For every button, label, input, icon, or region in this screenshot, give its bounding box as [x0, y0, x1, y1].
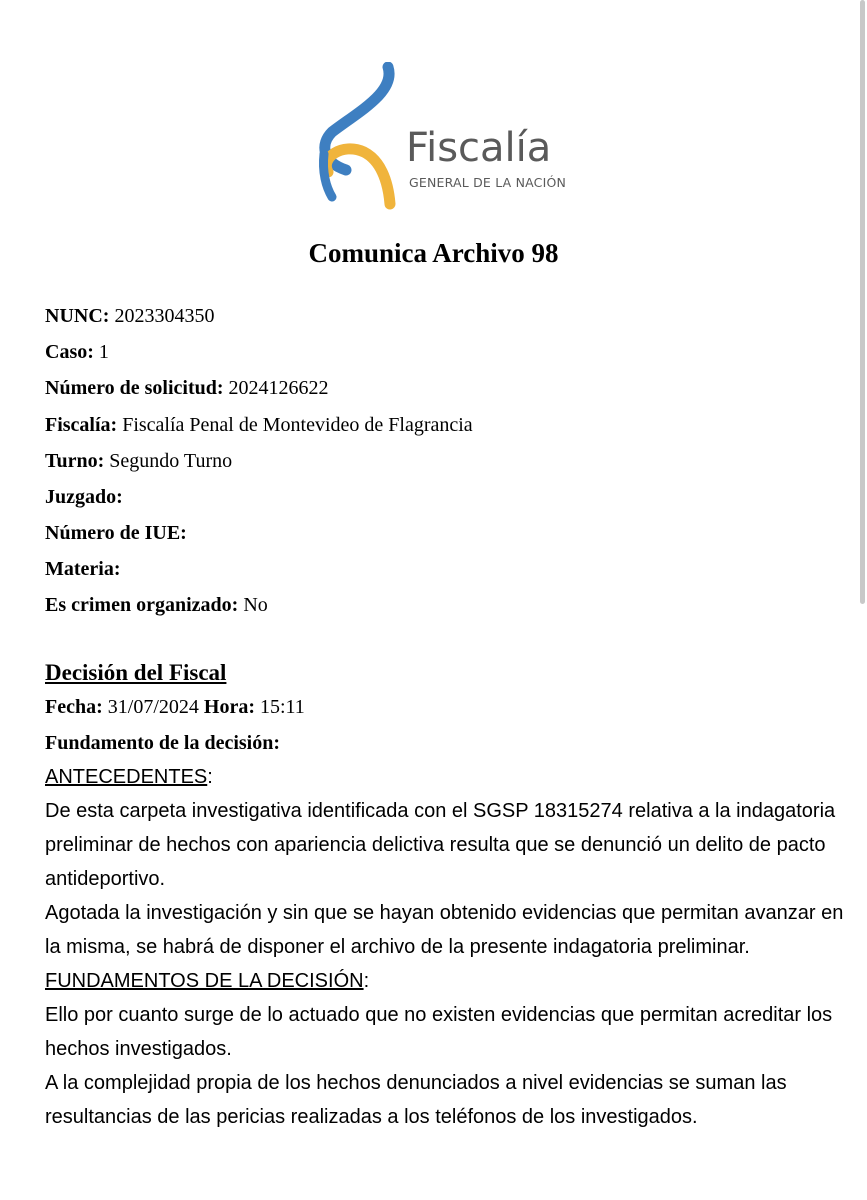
field-label: Turno:: [45, 450, 105, 472]
decision-datetime: [45, 697, 305, 717]
document-title: Comunica Archivo 98: [308, 238, 559, 268]
time-value: 15:11: [259, 696, 305, 718]
antecedentes-block: [45, 760, 847, 1134]
fundamentos-paragraph-1: Ello por cuanto surge de lo actuado que no existen evidencias que permitan acreditar los hechos investigados.: [45, 1004, 833, 1060]
field-value: 2023304350: [114, 305, 215, 327]
field-value: Segundo Turno: [109, 450, 233, 472]
field-label: Materia:: [45, 558, 121, 580]
field-label: Número de solicitud:: [45, 377, 224, 399]
field-label: Es crimen organizado:: [45, 594, 239, 616]
field-materia: [45, 559, 121, 579]
field-crimen-organizado: [45, 595, 268, 615]
field-value: 1: [98, 341, 109, 363]
field-juzgado: [45, 487, 123, 507]
field-numero-iue: [45, 523, 187, 543]
fundamentos-heading: FUNDAMENTOS DE LA DECISIÓN:: [45, 970, 370, 992]
field-label: Fiscalía:: [45, 414, 118, 436]
field-label: Juzgado:: [45, 486, 123, 508]
time-label: Hora:: [203, 696, 255, 718]
date-value: 31/07/2024: [107, 696, 199, 718]
scrollbar[interactable]: [860, 0, 865, 604]
field-value: 2024126622: [228, 377, 329, 399]
field-value: Fiscalía Penal de Montevideo de Flagrancia: [122, 414, 473, 436]
field-label: Caso:: [45, 341, 94, 363]
field-value: No: [243, 594, 268, 616]
date-label: Fecha:: [45, 696, 103, 718]
decision-basis-label: Fundamento de la decisión:: [45, 732, 281, 754]
logo-subtitle: GENERAL DE LA NACIÓN: [409, 175, 567, 190]
field-turno: [45, 451, 232, 471]
logo-wordmark: Fiscalía: [406, 125, 552, 171]
field-caso: [45, 342, 109, 362]
field-fiscalia: [45, 415, 473, 435]
field-numero-solicitud: [45, 378, 329, 398]
antecedentes-heading: ANTECEDENTES:: [45, 766, 213, 788]
field-label: Número de IUE:: [45, 522, 187, 544]
antecedentes-paragraph-1: De esta carpeta investigativa identificada con el SGSP 18315274 relativa a la indagatoria preliminar de hechos con apariencia delictiva resulta que se denunció un delito de pacto antideportivo.: [45, 800, 836, 890]
field-nunc: [45, 306, 214, 326]
decision-heading: Decisión del Fiscal: [45, 660, 227, 685]
fundamentos-paragraph-2: A la complejidad propia de los hechos denunciados a nivel evidencias se suman las resultancias de las pericias realizadas a los teléfonos de los investigados.: [45, 1072, 787, 1128]
field-label: NUNC:: [45, 305, 110, 327]
antecedentes-paragraph-2: Agotada la investigación y sin que se hayan obtenido evidencias que permitan avanzar en la misma, se habrá de disponer el archivo de la presente indagatoria preliminar.: [45, 902, 844, 958]
